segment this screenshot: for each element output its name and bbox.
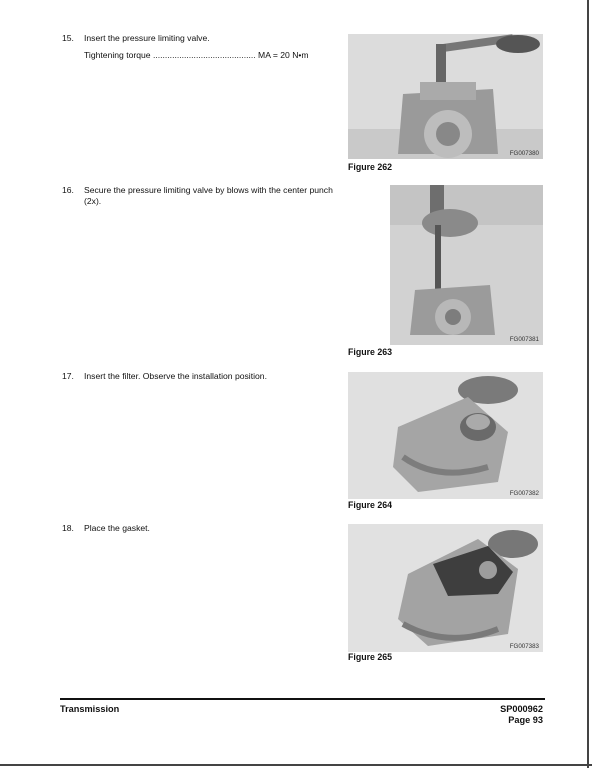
figure-263-photo [390, 185, 543, 345]
figure-code: FG007383 [509, 643, 539, 650]
torque-leader-dots: ........................................... [152, 50, 259, 60]
footer-doc-number: SP000962 [500, 704, 543, 714]
page-border-right [587, 0, 589, 768]
footer-section-title: Transmission [60, 704, 120, 714]
step-text: Secure the pressure limiting valve by blows with the center punch (2x). [84, 185, 333, 206]
step-number: 16. [62, 185, 74, 195]
figure-code: FG007380 [509, 150, 539, 157]
figure-code: FG007382 [509, 490, 539, 497]
step-number: 15. [62, 33, 74, 43]
figure-caption: Figure 263 [348, 347, 393, 357]
footer-page-number: Page 93 [508, 715, 543, 725]
figure-code: FG007381 [509, 336, 539, 343]
figure-264-photo [348, 372, 543, 499]
footer-rule [60, 698, 545, 700]
step-text: Insert the pressure limiting valve. [84, 33, 210, 43]
figure-caption: Figure 265 [348, 652, 393, 662]
torque-spec [84, 50, 309, 60]
figure-caption: Figure 262 [348, 162, 393, 172]
torque-value: MA = 20 N•m [258, 50, 309, 60]
step-number: 18. [62, 523, 74, 533]
step-text: Insert the filter. Observe the installation position. [84, 371, 267, 381]
figure-265-photo [348, 524, 543, 652]
step-text: Place the gasket. [84, 523, 150, 533]
figure-262-photo [348, 34, 543, 159]
footer-page-info [500, 704, 543, 726]
page-border-bottom [0, 764, 592, 766]
step-number: 17. [62, 371, 74, 381]
figure-caption: Figure 264 [348, 500, 393, 510]
torque-label: Tightening torque [84, 50, 151, 60]
